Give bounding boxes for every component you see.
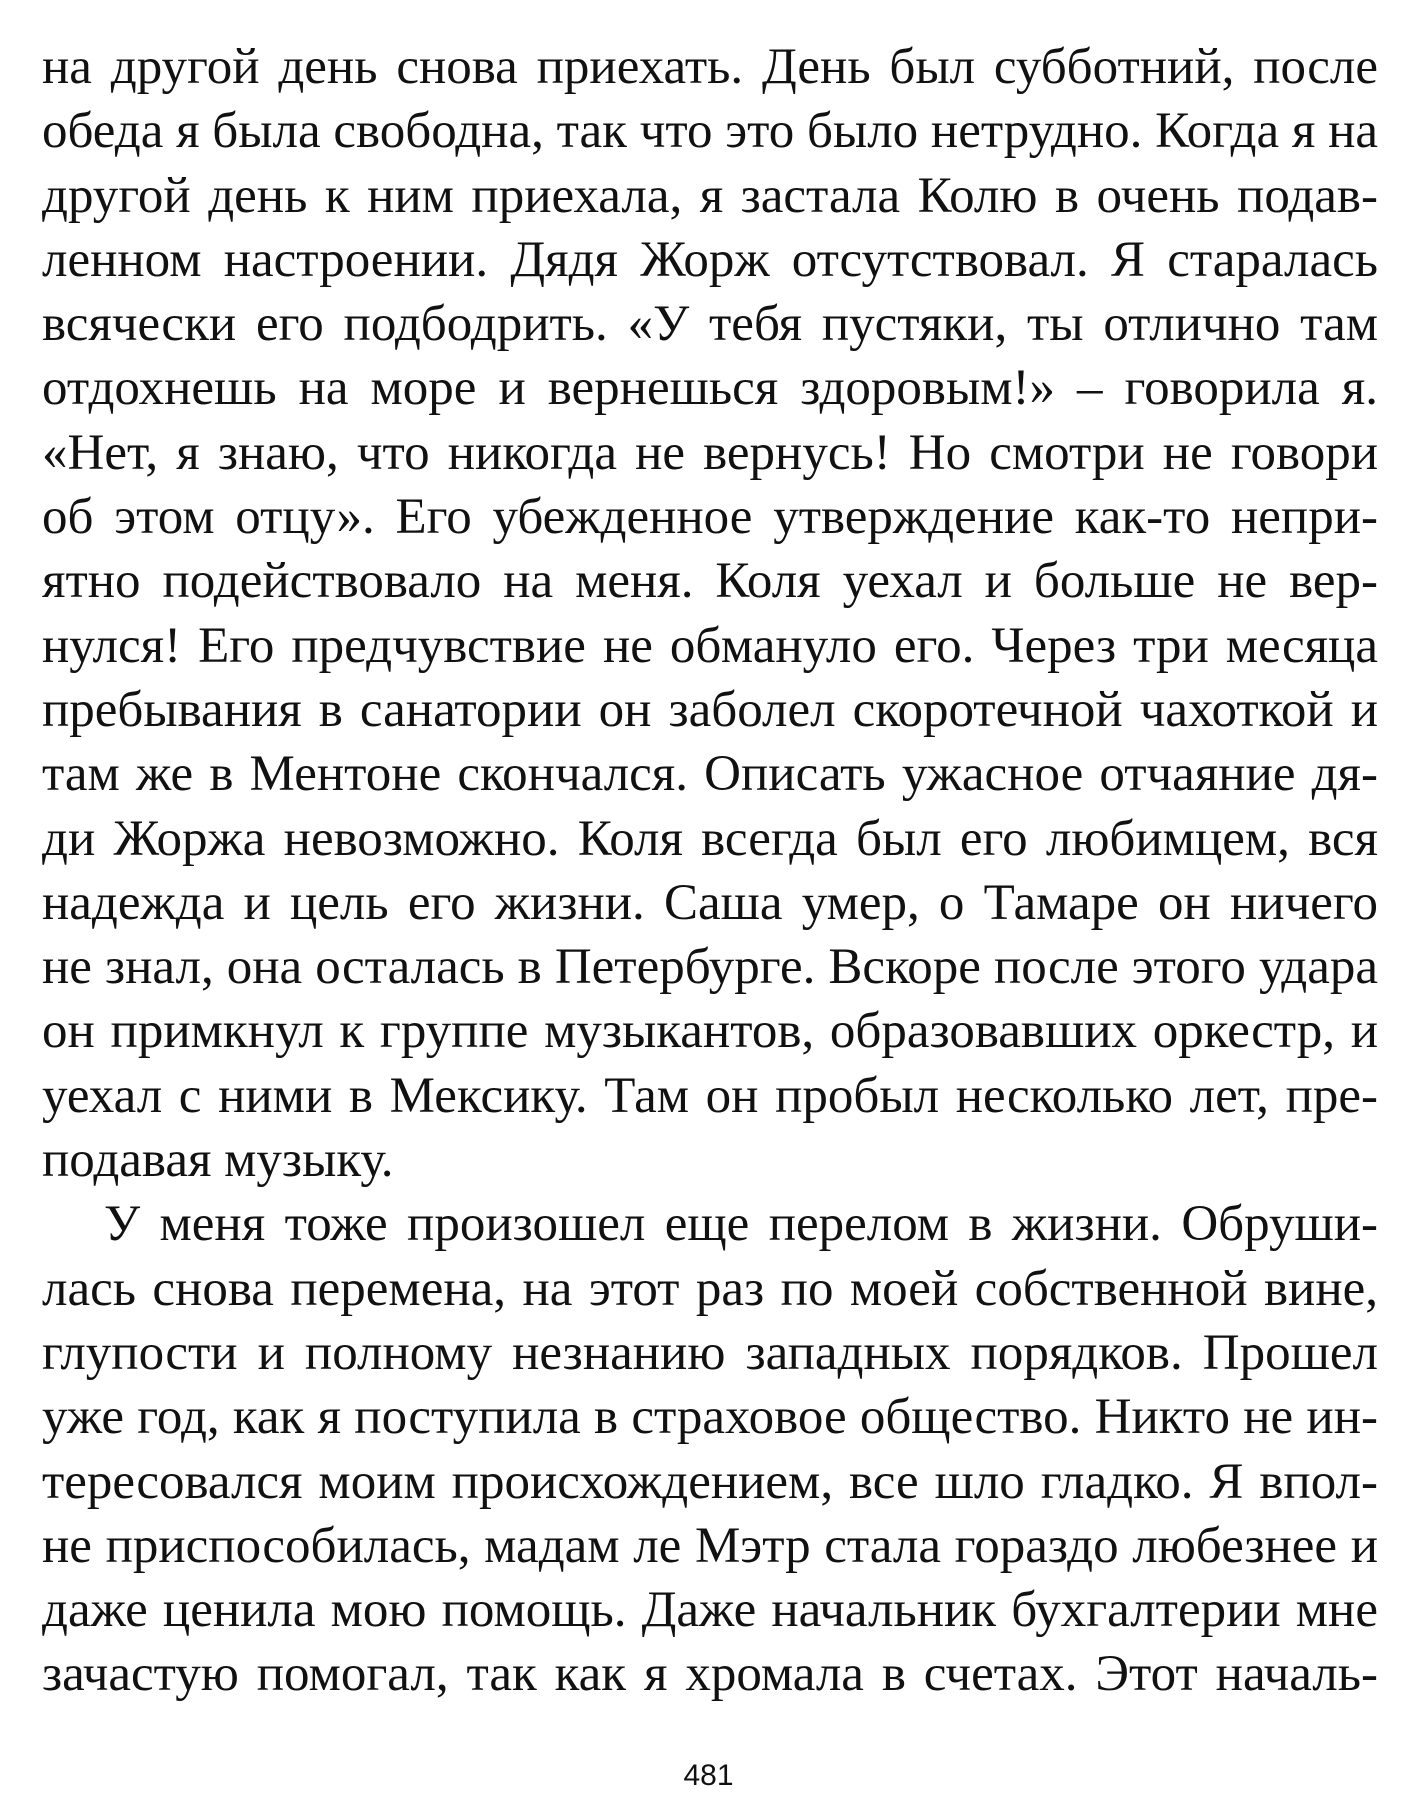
text-line: обеда я была свободна, так что это было нетрудно. Когда я на: [42, 103, 1378, 160]
text-line: не приспособилась, мадам ле Мэтр стала гораздо любезнее и: [42, 1517, 1378, 1574]
text-line: об этом отцу». Его убежденное утверждение как-то непри-: [42, 489, 1378, 546]
text-line: надежда и цель его жизни. Саша умер, о Тамаре он ничего: [42, 874, 1378, 931]
text-line: «Нет, я знаю, что никогда не вернусь! Но смотри не говори: [42, 424, 1378, 481]
text-line: ди Жоржа невозможно. Коля всегда был его любимцем, вся: [42, 810, 1378, 867]
paragraph-2: [42, 1192, 1378, 1706]
text-line: другой день к ним приехала, я застала Колю в очень подав-: [42, 167, 1378, 224]
text-line: подавая музыку.: [42, 1132, 394, 1189]
text-line: всячески его подбодрить. «У тебя пустяки, ты отлично там: [42, 296, 1378, 353]
text-line: даже ценила мою помощь. Даже начальник бухгалтерии мне: [42, 1582, 1378, 1639]
text-line: ятно подействовало на меня. Коля уехал и больше не вер-: [42, 553, 1378, 610]
text-line: он примкнул к группе музыкантов, образовавших оркестр, и: [42, 1003, 1378, 1060]
text-line: зачастую помогал, так как я хромала в счетах. Этот началь-: [42, 1646, 1378, 1703]
text-line: отдохнешь на море и вернешься здоровым!» – говорила я.: [42, 360, 1378, 417]
text-line: там же в Ментоне скончался. Описать ужасное отчаяние дя-: [42, 746, 1378, 803]
text-line: уехал с ними в Мексику. Там он пробыл несколько лет, пре-: [42, 1067, 1378, 1124]
text-line: нулся! Его предчувствие не обмануло его. Через три месяца: [42, 617, 1378, 674]
text-line: на другой день снова приехать. День был субботний, после: [42, 39, 1378, 95]
page-body: [42, 35, 1378, 1707]
text-line: не знал, она осталась в Петербурге. Вскоре после этого удара: [42, 939, 1378, 996]
paragraph-1: [42, 35, 1378, 1192]
text-line: пребывания в санатории он заболел скоротечной чахоткой и: [42, 681, 1378, 738]
text-line: лась снова перемена, на этот раз по моей собственной вине,: [42, 1260, 1378, 1317]
text-line: глупости и полному незнанию западных порядков. Прошел: [42, 1324, 1378, 1381]
text-line: уже год, как я поступила в страховое общество. Никто не ин-: [42, 1389, 1378, 1446]
text-line: тересовался моим происхождением, все шло гладко. Я впол-: [42, 1453, 1378, 1510]
text-line: ленном настроении. Дядя Жорж отсутствовал. Я старалась: [42, 231, 1378, 288]
page-number: 481: [683, 1759, 734, 1792]
text-line: У меня тоже произошел еще перелом в жизни. Обруши-: [104, 1196, 1378, 1253]
